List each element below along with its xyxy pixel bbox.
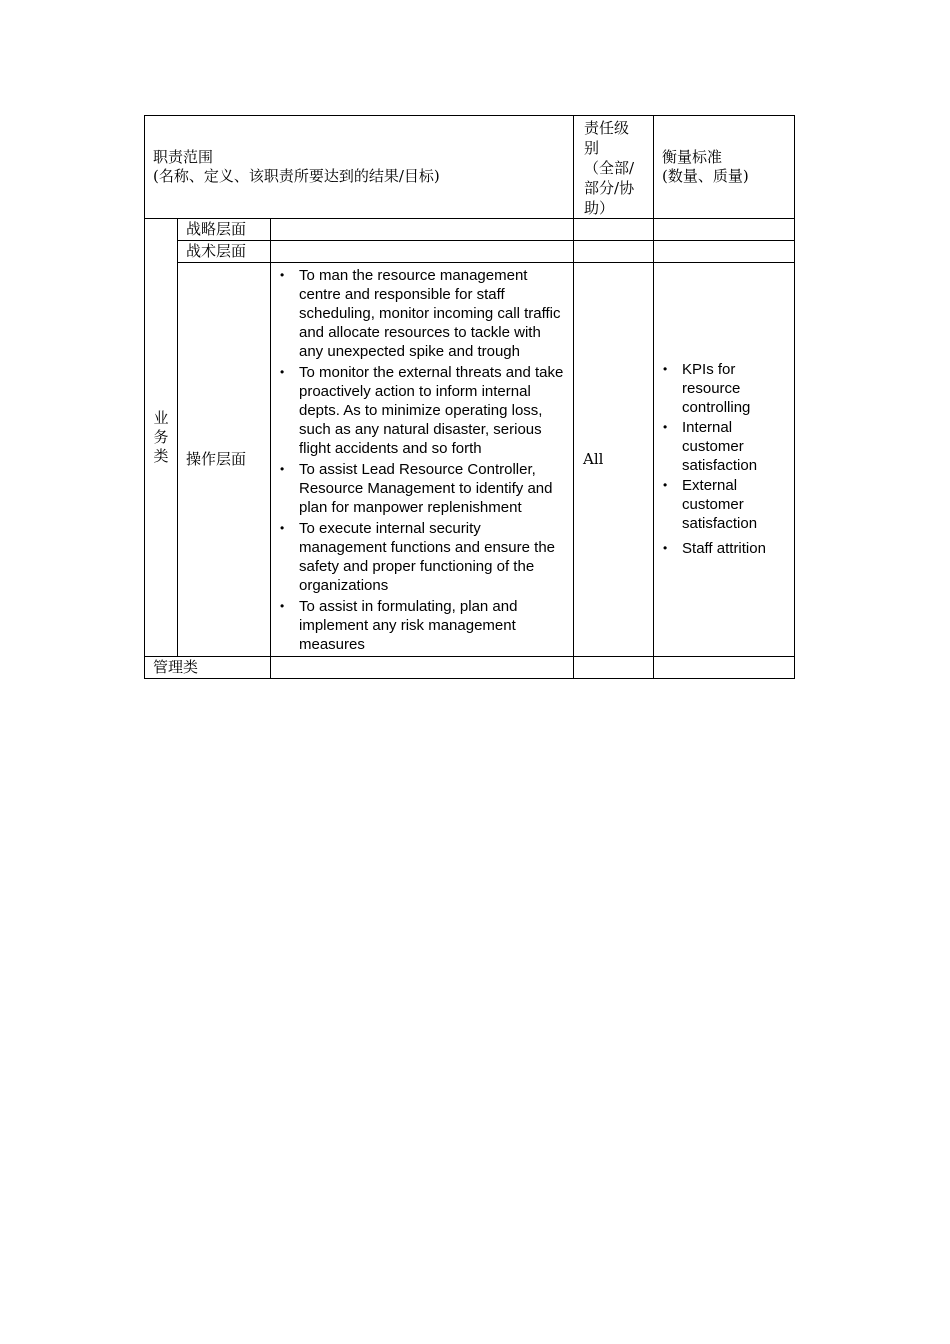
level-header-line: （全部/: [584, 159, 635, 177]
business-category-cell: [145, 219, 178, 657]
tactical-level-cell: [574, 241, 654, 263]
bullet-icon: •: [663, 541, 668, 555]
measure-header-cell: [654, 116, 795, 219]
strategic-measure-cell: [654, 219, 795, 241]
management-measure-cell: [654, 657, 795, 679]
responsibility-table: [144, 115, 795, 679]
scope-header-cell: [145, 116, 574, 219]
operational-row: [145, 263, 795, 657]
level-header-line: 责任级: [584, 119, 630, 137]
measure-text: Internal customer satisfaction: [682, 419, 758, 474]
bullet-icon: •: [663, 362, 668, 376]
duty-item: [280, 460, 567, 517]
measure-item: [663, 476, 788, 533]
measure-header-subtitle: (数量、质量): [662, 167, 749, 185]
duty-item: [280, 519, 567, 595]
scope-header-subtitle: (名称、定义、该职责所要达到的结果/目标): [153, 167, 440, 185]
bullet-icon: •: [280, 462, 285, 476]
tactical-label: 战术层面: [178, 241, 271, 263]
bullet-icon: •: [663, 420, 668, 434]
operational-level-cell: All: [574, 263, 654, 657]
strategic-label: 战略层面: [178, 219, 271, 241]
tactical-row: [145, 241, 795, 263]
level-header-line: 别: [584, 139, 600, 157]
measure-item: [663, 360, 788, 417]
duty-text: To execute internal security management functions and ensure the safety and proper functioning of the organizations: [299, 520, 556, 594]
management-label: 管理类: [145, 657, 271, 679]
operational-measure-cell: [654, 263, 795, 657]
level-header-line: 助）: [584, 199, 615, 217]
bullet-icon: •: [280, 365, 285, 379]
strategic-level-cell: [574, 219, 654, 241]
measure-item: [663, 539, 788, 558]
measure-header-title: 衡量标准: [662, 148, 723, 166]
operational-duties-cell: [271, 263, 574, 657]
duty-text: To assist Lead Resource Controller, Resource Management to identify and plan for manpower replenishment: [299, 461, 553, 516]
measure-text: Staff attrition: [682, 540, 766, 557]
management-row: [145, 657, 795, 679]
tactical-measure-cell: [654, 241, 795, 263]
measures-list: [662, 360, 788, 558]
strategic-duties-cell: [271, 219, 574, 241]
duty-item: [280, 597, 567, 654]
bullet-icon: •: [280, 521, 285, 535]
operational-label: 操作层面: [178, 263, 271, 657]
duty-text: To monitor the external threats and take proactively action to inform internal depts. As to minimize operating loss, such as any natural disaster, serious flight accidents and so forth: [299, 364, 564, 457]
management-duties-cell: [271, 657, 574, 679]
duty-text: To man the resource management centre and responsible for staff scheduling, monitor incoming call traffic and allocate resources to tackle with any unexpected spike and trough: [299, 267, 561, 360]
bullet-icon: •: [663, 478, 668, 492]
header-row: [145, 116, 795, 219]
tactical-duties-cell: [271, 241, 574, 263]
level-header-cell: [574, 116, 654, 219]
level-header-line: 部分/协: [584, 179, 635, 197]
bullet-icon: •: [280, 599, 285, 613]
duty-text: To assist in formulating, plan and implement any risk management measures: [299, 598, 518, 653]
measure-text: KPIs for resource controlling: [682, 361, 751, 416]
duties-list: [279, 266, 567, 654]
business-category-char: 业: [153, 409, 169, 427]
measure-item: [663, 418, 788, 475]
management-level-cell: [574, 657, 654, 679]
duty-item: [280, 266, 567, 361]
strategic-row: [145, 219, 795, 241]
measure-text: External customer satisfaction: [682, 477, 758, 532]
bullet-icon: •: [280, 268, 285, 282]
business-category-char: 类: [153, 447, 169, 465]
scope-header-title: 职责范围: [153, 148, 214, 166]
duty-item: [280, 363, 567, 458]
business-category-char: 务: [153, 428, 169, 446]
